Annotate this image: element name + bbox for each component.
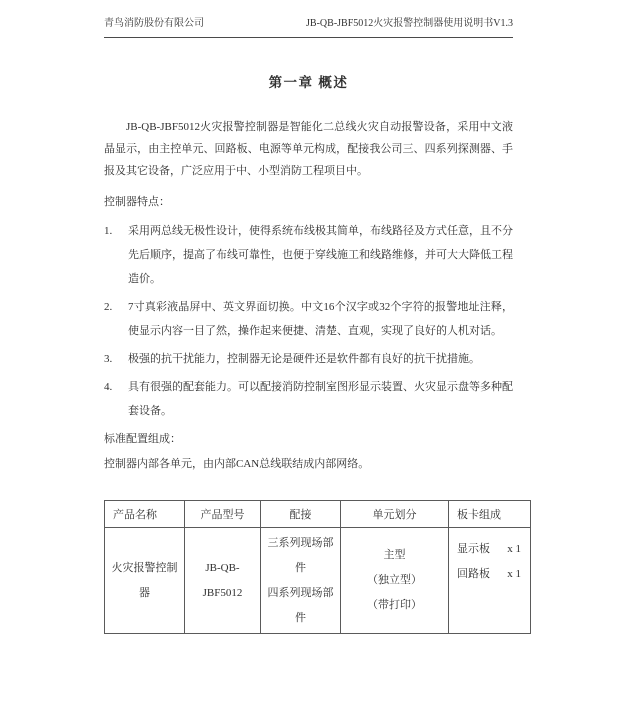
list-item [104,295,513,343]
config-heading: 标准配置组成： [104,433,181,445]
list-item-number: 1. [104,225,113,237]
col-header-unit-division: 单元划分 [341,501,449,528]
board-name: 显示板 [457,543,490,555]
chapter-title: 第一章 概述 [268,75,349,90]
cell-unit-division [341,528,449,634]
list-item-number: 2. [104,301,113,313]
config-text: 控制器内部各单元，由内部CAN总线联结成内部网络。 [104,458,370,470]
col-header-matching: 配接 [261,501,341,528]
list-item-text: 7寸真彩液晶屏中、英文界面切换。中文16个汉字或32个字符的报警地址注释，使显示内容一目了然，操作起来便捷、清楚、直观，实现了良好的人机对话。 [128,301,513,337]
doc-title: JB-QB-JBF5012火灾报警控制器使用说明书V1.3 [306,18,513,29]
matching-line: 三系列现场部件 [267,536,334,574]
unit-division-line: （独立型） [367,574,422,586]
list-item-number: 3. [104,353,113,365]
board-name: 回路板 [457,568,490,580]
col-header-board-composition: 板卡组成 [449,501,531,528]
list-item-text: 采用两总线无极性设计，使得系统布线极其简单，布线路径及方式任意，且不分先后顺序，提高了布线可靠性，也便于穿线施工和线路维修，并可大大降低工程造价。 [128,225,513,285]
list-item [104,219,513,291]
features-list [104,219,513,423]
page-header [104,17,513,31]
board-line [457,537,521,562]
features-heading: 控制器特点： [104,196,170,208]
cell-board-composition [449,528,531,634]
board-line [457,562,521,587]
list-item [104,347,513,371]
list-item [104,375,513,423]
col-header-product-name: 产品名称 [105,501,185,528]
cell-matching [261,528,341,634]
unit-division-line: 主型 [383,549,406,561]
col-header-product-model: 产品型号 [185,501,261,528]
cell-product-name: 火灾报警控制器 [105,528,185,634]
table-row [105,528,531,634]
list-item-number: 4. [104,381,113,393]
board-qty: x 1 [507,568,521,580]
product-table [104,500,531,634]
company-name: 青鸟消防股份有限公司 [104,18,204,29]
list-item-text: 极强的抗干扰能力，控制器无论是硬件还是软件都有良好的抗干扰措施。 [128,353,480,365]
table-header-row [105,501,531,528]
cell-product-model: JB-QB-JBF5012 [185,528,261,634]
matching-line: 四系列现场部件 [267,586,334,624]
list-item-text: 具有很强的配套能力。可以配接消防控制室图形显示装置、火灾显示盘等多种配套设备。 [128,381,513,417]
header-rule [104,37,513,38]
board-qty: x 1 [507,543,521,555]
intro-paragraph: JB-QB-JBF5012火灾报警控制器是智能化二总线火灾自动报警设备，采用中文液晶显示，由主控单元、回路板、电源等单元构成，配接我公司三、四系列探测器、手报及其它设备，广泛应用于中、小型消防工程项目中。 [104,121,513,177]
unit-division-line: （带打印） [367,599,422,611]
